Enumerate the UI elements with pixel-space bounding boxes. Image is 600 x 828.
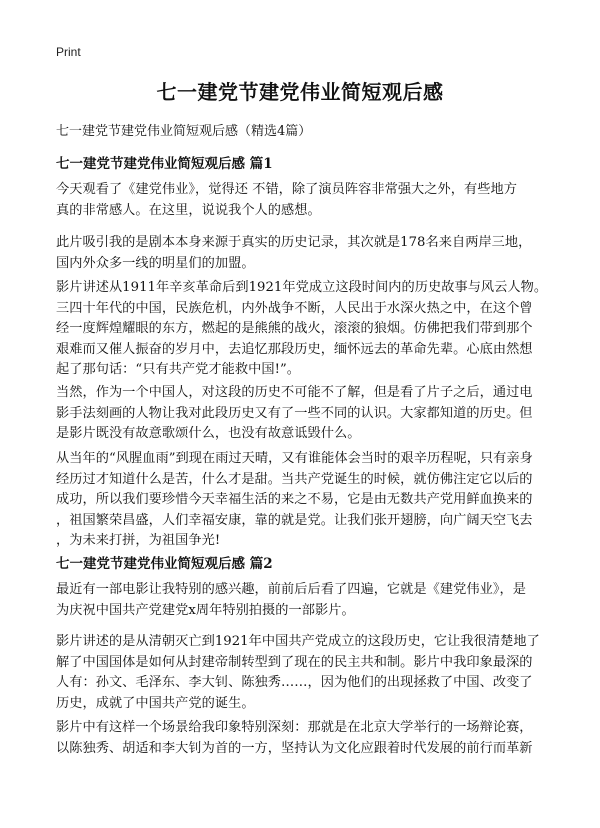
paragraph-line: 从当年的“风腥血雨”到现在雨过天晴，又有谁能体会当时的艰辛历程呢，只有亲身 [56,451,533,466]
paragraph [56,718,548,759]
paragraph-line: 影片讲述的是从清朝灭亡到1921年中国共产党成立的这段历史，它让我很清楚地了 [56,634,540,649]
paragraph-line: 为庆祝中国共产党建党x周年特别拍摄的一部影片。 [56,602,355,618]
paragraph-line: 真的非常感人。在这里，说说我个人的感想。 [56,202,321,218]
paragraph [56,233,548,274]
paragraph [56,180,548,221]
paragraph-line: 成功，所以我们要珍惜今天幸福生活的来之不易，它是由无数共产党用鲜血换来的 [56,492,533,507]
paragraph-line: ，为未来打拼，为祖国争光! [56,533,221,548]
paragraph-line: 是影片既没有故意歌颂什么，也没有故意诋毁什么。 [56,426,361,441]
paragraph [56,278,548,381]
paragraph-line: 当然，作为一个中国人，对这段的历史不可能不了解，但是看了片子之后，通过电 [56,385,533,400]
print-label: Print [56,45,81,59]
paragraph-line: ，祖国繁荣昌盛，人们幸福安康，靠的就是党。让我们张开翅膀，向广阔天空飞去 [56,512,533,528]
paragraph-line: 起了那句话：“只有共产党才能救中国!”。 [56,362,300,377]
paragraph [56,383,548,445]
paragraph [56,580,548,621]
section-heading-2: 七一建党节建党伟业简短观后感 篇2 [56,556,273,572]
paragraph-line: 国内外众多一线的明星们的加盟。 [56,255,255,271]
paragraph-line: 最近有一部电影让我特别的感兴趣，前前后后看了四遍，它就是《建党伟业》，是 [56,582,526,597]
paragraph-line: 影片中有这样一个场景给我印象特别深刻：那就是在北京大学举行的一场辩论赛， [56,720,533,735]
paragraph-line: 此片吸引我的是剧本本身来源于真实的历史记录，其次就是178名来自两岸三地， [56,235,532,250]
paragraph-line: 今天观看了《建党伟业》，觉得还 不错，除了演员阵容非常强大之外，有些地方 [56,182,517,197]
paragraph-line: 解了中国国体是如何从封建帝制转型到了现在的民主共和制。影片中我印象最深的 [56,654,533,670]
document-title: 七一建党节建党伟业简短观后感 [156,80,444,104]
document-subtitle: 七一建党节建党伟业简短观后感（精选4篇） [56,124,312,139]
paragraph-line: 人有：孙文、毛泽东、李大钊、陈独秀……，因为他们的出现拯救了中国、改变了 [56,675,533,690]
paragraph-line: 历史，成就了中国共产党的诞生。 [56,695,255,711]
paragraph-line: 经历过才知道什么是苦，什么才是甜。当共产党诞生的时候，就仿佛注定它以后的 [56,471,533,487]
paragraph-line: 三四十年代的中国，民族危机，内外战争不断，人民出于水深火热之中，在这个曾 [56,300,533,316]
paragraph-line: 影手法刻画的人物让我对此段历史又有了一些不同的认识。大家都知道的历史。但 [56,405,533,421]
paragraph [56,449,548,552]
paragraph-line: 经一度辉煌耀眼的东方，燃起的是熊熊的战火，滚滚的狼烟。仿佛把我们带到那个 [56,321,533,336]
paragraph-line: 以陈独秀、胡适和李大钊为首的一方，坚持认为文化应跟着时代发展的前行而革新 [56,740,533,756]
paragraph-line: 艰难而又催人振奋的岁月中，去追忆那段历史，缅怀远去的革命先辈。心底由然想 [56,341,533,357]
section-heading-1: 七一建党节建党伟业简短观后感 篇1 [56,156,273,172]
paragraph [56,632,548,714]
paragraph-line: 影片讲述从1911年辛亥革命后到1921年党成立这段时间内的历史故事与风云人物。 [56,280,548,295]
